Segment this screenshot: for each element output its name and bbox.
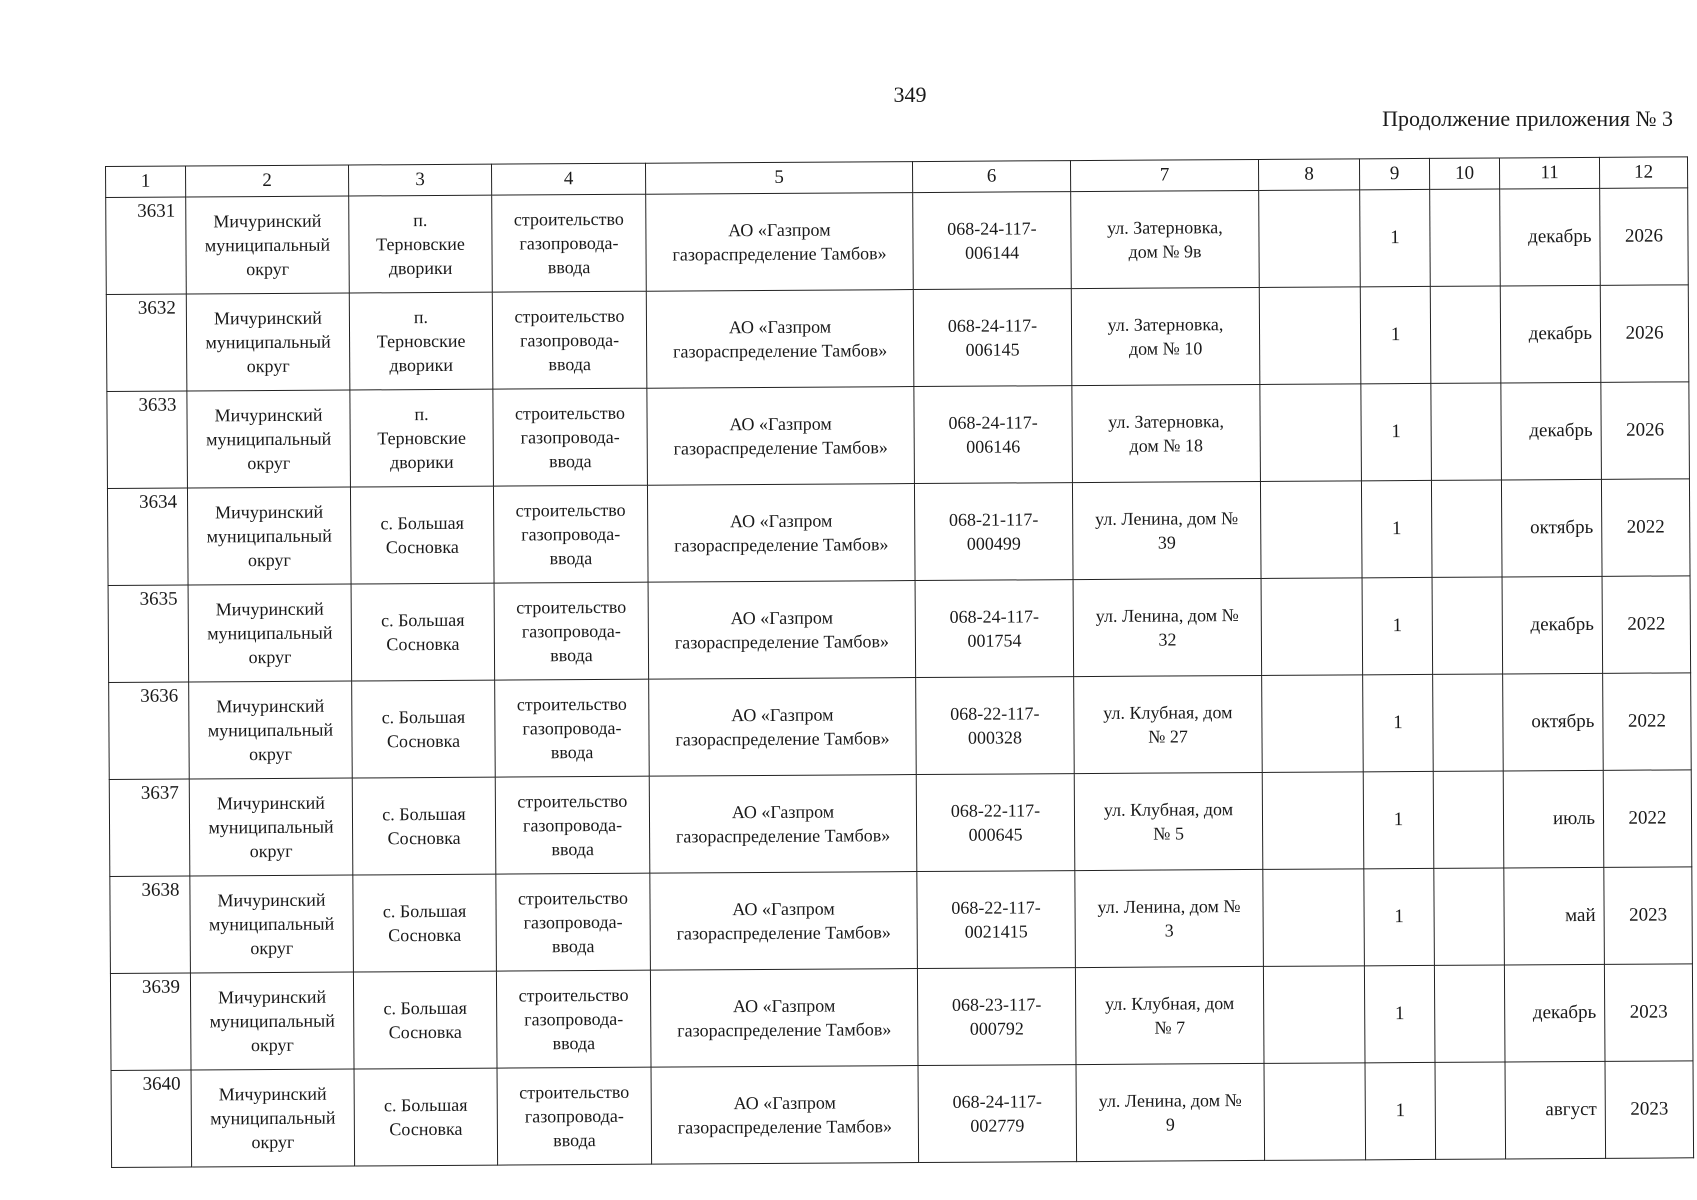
settlement-cell-line: п. (413, 210, 428, 231)
district-cell-line: округ (251, 1131, 295, 1153)
organization-cell-line: АО «Газпром (731, 704, 834, 726)
column-9-cell: 1 (1363, 771, 1434, 868)
district-cell-line: Мичуринский (217, 889, 326, 911)
object-code-cell-line: 006144 (964, 242, 1020, 263)
object-code-cell-line: 000792 (969, 1018, 1024, 1039)
table-row (107, 382, 1690, 489)
settlement-cell (353, 971, 497, 1069)
address-cell-line: ул. Ленина, дом № (1095, 605, 1239, 626)
organization-cell (650, 872, 918, 971)
organization-cell (647, 484, 915, 583)
column-header: 4 (491, 163, 645, 195)
row-number-cell: 3631 (106, 197, 187, 294)
settlement-cell-line: с. Большая (382, 900, 467, 922)
column-10-cell (1432, 577, 1503, 674)
address-cell (1076, 1063, 1265, 1161)
settlement-cell-line: Сосновка (389, 1118, 463, 1140)
district-cell-line: округ (246, 355, 290, 377)
address-cell-line: ул. Ленина, дом № (1098, 1090, 1242, 1111)
work-type-cell-line: ввода (549, 548, 593, 569)
month-cell: август (1505, 1061, 1606, 1159)
year-cell: 2022 (1603, 770, 1692, 868)
column-8-cell (1262, 772, 1364, 870)
organization-cell-line: АО «Газпром (730, 607, 834, 629)
work-type-cell-line: ввода (552, 1033, 596, 1054)
row-number-cell: 3637 (109, 779, 190, 876)
column-10-cell (1434, 965, 1505, 1062)
column-9-cell: 1 (1365, 1062, 1436, 1159)
organization-cell-line: газораспределение Тамбов» (674, 631, 890, 653)
table-row (110, 867, 1693, 974)
district-cell-line: Мичуринский (218, 986, 327, 1008)
month-cell: декабрь (1504, 964, 1605, 1062)
district-cell-line: муниципальный (209, 1010, 335, 1032)
column-9-cell: 1 (1364, 965, 1435, 1062)
work-type-cell-line: газопровода- (521, 523, 621, 545)
row-number-cell: 3634 (107, 488, 188, 585)
district-cell (191, 1069, 355, 1167)
district-cell-line: муниципальный (210, 1107, 336, 1129)
settlement-cell-line: с. Большая (381, 609, 465, 631)
district-cell-line: Мичуринский (214, 404, 323, 426)
address-cell (1074, 675, 1263, 773)
work-type-cell-line: строительство (517, 790, 628, 812)
work-type-cell-line: строительство (516, 596, 627, 618)
month-cell: декабрь (1501, 382, 1602, 480)
settlement-cell-line: Терновские (377, 427, 467, 449)
work-type-cell-line: газопровода- (524, 1105, 624, 1127)
district-cell-line: Мичуринский (213, 210, 322, 232)
settlement-cell (349, 195, 493, 293)
work-type-cell-line: строительство (514, 305, 625, 327)
month-cell: декабрь (1500, 285, 1601, 383)
settlement-cell (350, 486, 494, 584)
table-body (106, 188, 1694, 1168)
organization-cell-line: газораспределение Тамбов» (675, 728, 890, 750)
column-8-cell (1260, 384, 1362, 482)
settlement-cell-line: с. Большая (383, 1094, 468, 1116)
district-cell (190, 972, 354, 1070)
column-9-cell: 1 (1362, 577, 1433, 674)
object-code-cell (917, 871, 1076, 969)
settlement-cell-line: п. (414, 404, 429, 425)
settlement-cell (352, 777, 496, 875)
organization-cell-line: АО «Газпром (728, 316, 832, 338)
organization-cell (646, 193, 914, 292)
year-cell: 2023 (1605, 1061, 1694, 1159)
work-type-cell-line: ввода (551, 936, 595, 957)
row-number-cell: 3639 (110, 973, 191, 1070)
settlement-cell-line: с. Большая (382, 803, 466, 825)
district-cell (190, 875, 354, 973)
address-cell-line: 3 (1164, 920, 1174, 941)
column-9-cell: 1 (1361, 383, 1432, 480)
table-row (106, 285, 1689, 392)
address-cell-line: дом № 9в (1128, 241, 1202, 262)
object-code-cell-line: 0021415 (964, 921, 1028, 942)
column-8-cell (1260, 481, 1362, 579)
organization-cell-line: АО «Газпром (729, 510, 833, 532)
table-row (109, 673, 1692, 780)
column-9-cell: 1 (1360, 189, 1431, 286)
work-type-cell (495, 679, 650, 777)
district-cell (189, 778, 353, 876)
organization-cell (646, 290, 914, 389)
column-header: 6 (912, 161, 1070, 193)
work-type-cell-line: газопровода- (522, 717, 622, 739)
address-cell (1075, 869, 1264, 967)
organization-cell (649, 678, 917, 777)
address-cell-line: 39 (1157, 532, 1176, 553)
row-number-cell: 3632 (106, 294, 187, 391)
district-cell-line: Мичуринский (218, 1083, 327, 1105)
district-cell-line: Мичуринский (213, 307, 322, 329)
district-cell-line: Мичуринский (216, 792, 325, 814)
work-type-cell-line: строительство (515, 499, 626, 521)
organization-cell (650, 969, 918, 1068)
work-type-cell-line: газопровода- (523, 911, 623, 933)
organization-cell-line: газораспределение Тамбов» (672, 243, 887, 265)
work-type-cell-line: строительство (518, 984, 629, 1006)
month-cell: июль (1503, 770, 1604, 868)
organization-cell-line: газораспределение Тамбов» (677, 1019, 892, 1041)
object-code-cell-line: 068-23-117- (951, 994, 1042, 1015)
district-cell-line: округ (249, 840, 293, 862)
organization-cell (648, 581, 916, 680)
settlement-cell (352, 680, 496, 778)
address-cell-line: ул. Клубная, дом (1104, 993, 1235, 1014)
column-header: 9 (1359, 158, 1429, 189)
organization-cell-line: АО «Газпром (733, 1092, 836, 1114)
object-code-cell-line: 068-22-117- (950, 800, 1041, 821)
column-9-cell: 1 (1360, 286, 1431, 383)
settlement-cell (351, 583, 495, 681)
object-code-cell-line: 006145 (965, 339, 1020, 360)
month-cell: октябрь (1501, 479, 1602, 577)
object-code-cell-line: 000499 (966, 533, 1021, 554)
work-type-cell (493, 485, 648, 583)
address-cell-line: № 27 (1148, 726, 1188, 747)
address-cell-line: дом № 10 (1128, 338, 1203, 359)
column-10-cell (1431, 480, 1502, 577)
work-type-cell-line: ввода (551, 839, 594, 860)
year-cell: 2026 (1600, 188, 1689, 286)
settlement-cell-line: с. Большая (383, 997, 467, 1019)
work-type-cell-line: газопровода- (524, 1008, 624, 1030)
work-type-cell-line: газопровода- (522, 814, 623, 836)
settlement-cell-line: Терновские (376, 330, 466, 352)
object-code-cell-line: 068-21-117- (948, 509, 1039, 530)
organization-cell-line: АО «Газпром (729, 413, 832, 435)
object-code-cell-line: 068-24-117- (948, 412, 1038, 433)
district-cell (186, 196, 350, 294)
work-type-cell-line: строительство (519, 1081, 630, 1103)
table-row (108, 576, 1691, 683)
work-type-cell-line: строительство (514, 402, 626, 424)
organization-cell-line: газораспределение Тамбов» (676, 922, 891, 944)
object-code-cell (916, 774, 1075, 872)
work-type-cell (492, 291, 647, 389)
column-header: 10 (1429, 158, 1499, 189)
work-type-cell-line: газопровода- (519, 329, 620, 351)
district-cell (187, 487, 351, 585)
row-number-cell: 3636 (109, 682, 190, 779)
object-code-cell-line: 068-22-117- (950, 703, 1040, 724)
district-cell-line: округ (247, 452, 291, 474)
district-cell-line: Мичуринский (215, 501, 324, 523)
column-10-cell (1434, 868, 1505, 965)
work-type-cell (495, 776, 650, 874)
address-cell-line: ул. Клубная, дом (1103, 799, 1234, 820)
district-cell-line: округ (246, 258, 290, 280)
address-cell-line: ул. Затерновка, (1108, 411, 1224, 432)
column-9-cell: 1 (1363, 674, 1434, 771)
settlement-cell (354, 1068, 498, 1166)
address-cell (1072, 384, 1261, 482)
row-number-cell: 3633 (107, 391, 188, 488)
settlement-cell-line: Терновские (376, 233, 465, 255)
column-8-cell (1263, 966, 1365, 1064)
district-cell-line: округ (250, 1034, 294, 1056)
work-type-cell-line: строительство (516, 693, 627, 715)
district-cell-line: округ (248, 646, 292, 668)
object-code-cell (913, 289, 1072, 387)
settlement-cell (349, 292, 493, 390)
object-code-cell-line: 000328 (967, 727, 1023, 748)
object-code-cell (918, 1065, 1077, 1163)
work-type-cell (494, 582, 649, 680)
row-number-cell: 3638 (110, 876, 191, 973)
work-type-cell-line: ввода (548, 354, 592, 375)
object-code-cell-line: 068-22-117- (951, 897, 1041, 918)
page-number: 349 (893, 82, 927, 107)
settlement-cell (350, 389, 494, 487)
month-cell: декабрь (1502, 576, 1603, 674)
work-type-cell-line: ввода (550, 742, 594, 763)
settlement-cell-line: с. Большая (380, 512, 464, 534)
table-row (109, 770, 1692, 877)
work-type-cell (497, 1067, 652, 1165)
settlement-cell-line: Сосновка (386, 730, 461, 752)
column-header: 7 (1070, 159, 1258, 191)
column-8-cell (1262, 675, 1364, 773)
address-cell-line: ул. Ленина, дом № (1095, 508, 1239, 529)
district-cell-line: муниципальный (207, 622, 333, 644)
organization-cell-line: АО «Газпром (728, 219, 831, 241)
year-cell: 2026 (1601, 382, 1690, 480)
column-header: 5 (645, 162, 912, 195)
column-header: 3 (348, 164, 491, 196)
district-cell-line: округ (250, 937, 294, 959)
organization-cell (651, 1066, 919, 1165)
settlement-cell (353, 874, 497, 972)
column-header: 12 (1599, 157, 1687, 189)
year-cell: 2022 (1603, 673, 1692, 771)
organization-cell-line: газораспределение Тамбов» (677, 1116, 893, 1138)
district-cell-line: муниципальный (207, 719, 334, 741)
district-cell-line: муниципальный (206, 525, 332, 547)
row-number-cell: 3640 (111, 1070, 192, 1167)
district-cell (187, 390, 351, 488)
month-cell: октябрь (1503, 673, 1604, 771)
appendix-note: Продолжение приложения № 3 (1382, 106, 1673, 131)
settlement-cell-line: дворики (389, 354, 454, 376)
column-8-cell (1263, 869, 1365, 967)
column-8-cell (1259, 190, 1361, 288)
object-code-cell-line: 068-24-117- (952, 1091, 1042, 1112)
district-cell (189, 681, 353, 779)
column-10-cell (1431, 383, 1502, 480)
object-code-cell-line: 068-24-117- (947, 218, 1037, 239)
object-code-cell (915, 580, 1074, 678)
work-type-cell-line: ввода (547, 257, 591, 278)
object-code-cell-line: 068-24-117- (949, 606, 1039, 627)
district-cell-line: Мичуринский (215, 598, 324, 620)
table-row (110, 964, 1693, 1071)
column-header: 8 (1258, 159, 1359, 191)
address-cell-line: ул. Затерновка, (1106, 217, 1223, 238)
year-cell: 2022 (1602, 576, 1691, 674)
column-8-cell (1264, 1063, 1366, 1161)
district-cell (188, 584, 352, 682)
column-10-cell (1430, 286, 1501, 383)
object-code-cell-line: 000645 (968, 824, 1023, 845)
work-type-cell (496, 873, 651, 971)
column-10-cell (1433, 674, 1504, 771)
settlement-cell-line: Сосновка (387, 827, 461, 849)
district-cell-line: муниципальный (208, 816, 334, 838)
organization-cell-line: газораспределение Тамбов» (674, 534, 889, 556)
address-cell-line: 9 (1165, 1114, 1175, 1135)
work-type-cell-line: ввода (548, 451, 592, 472)
settlement-cell-line: Сосновка (386, 633, 460, 655)
year-cell: 2022 (1601, 479, 1690, 577)
address-cell-line: ул. Затерновка, (1107, 314, 1224, 335)
settlement-cell-line: дворики (389, 451, 454, 473)
column-header: 1 (106, 166, 186, 197)
address-cell (1073, 578, 1262, 676)
district-cell-line: округ (249, 743, 293, 765)
settlement-cell-line: с. Большая (381, 706, 466, 728)
object-code-cell (914, 386, 1073, 484)
address-cell (1071, 287, 1260, 385)
organization-cell-line: газораспределение Тамбов» (673, 437, 888, 459)
register-table (105, 156, 1694, 1168)
object-code-cell-line: 001754 (967, 630, 1022, 651)
column-10-cell (1430, 189, 1501, 286)
settlement-cell-line: Сосновка (388, 924, 462, 946)
column-8-cell (1261, 578, 1363, 676)
address-cell-line: № 7 (1154, 1017, 1186, 1038)
settlement-cell-line: Сосновка (388, 1021, 462, 1043)
work-type-cell-line: газопровода- (520, 426, 620, 448)
address-cell-line: дом № 18 (1129, 435, 1203, 456)
settlement-cell-line: Сосновка (385, 536, 459, 558)
column-header: 2 (186, 165, 349, 197)
month-cell: декабрь (1500, 188, 1601, 286)
settlement-cell-line: п. (413, 307, 429, 328)
work-type-cell (493, 388, 648, 486)
object-code-cell-line: 002779 (970, 1115, 1025, 1136)
year-cell: 2023 (1604, 867, 1693, 965)
organization-cell (649, 775, 917, 874)
table-row (111, 1061, 1694, 1168)
object-code-cell-line: 006146 (966, 436, 1021, 457)
table-row (106, 188, 1689, 295)
column-9-cell: 1 (1364, 868, 1435, 965)
work-type-cell-line: строительство (517, 887, 629, 909)
organization-cell-line: АО «Газпром (732, 898, 835, 920)
object-code-cell (917, 968, 1076, 1066)
work-type-cell (492, 194, 647, 292)
work-type-cell-line: газопровода- (519, 232, 619, 254)
work-type-cell (496, 970, 651, 1068)
work-type-cell-line: ввода (553, 1130, 596, 1151)
address-cell (1072, 481, 1261, 579)
column-header: 11 (1499, 157, 1599, 189)
settlement-cell-line: дворики (388, 257, 453, 279)
work-type-cell-line: строительство (513, 208, 624, 230)
address-cell-line: ул. Ленина, дом № (1097, 896, 1241, 917)
object-code-cell (914, 483, 1073, 581)
district-cell-line: муниципальный (205, 428, 332, 450)
address-cell (1074, 772, 1263, 870)
organization-cell-line: АО «Газпром (732, 995, 836, 1017)
object-code-cell-line: 068-24-117- (947, 315, 1038, 336)
district-cell (186, 293, 350, 391)
organization-cell (647, 387, 915, 486)
organization-cell-line: газораспределение Тамбов» (675, 825, 891, 847)
address-cell (1071, 190, 1260, 288)
column-10-cell (1435, 1062, 1506, 1159)
district-cell-line: Мичуринский (216, 695, 325, 717)
address-cell-line: 32 (1158, 629, 1177, 650)
column-10-cell (1433, 771, 1504, 868)
column-9-cell: 1 (1361, 480, 1432, 577)
work-type-cell-line: ввода (550, 645, 593, 666)
district-cell-line: муниципальный (204, 234, 331, 256)
organization-cell-line: АО «Газпром (731, 801, 835, 823)
district-cell-line: округ (247, 549, 291, 571)
column-8-cell (1259, 287, 1361, 385)
address-cell-line: ул. Клубная, дом (1103, 702, 1233, 723)
district-cell-line: муниципальный (205, 331, 331, 353)
year-cell: 2023 (1604, 964, 1693, 1062)
row-number-cell: 3635 (108, 585, 189, 682)
organization-cell-line: газораспределение Тамбов» (672, 340, 888, 362)
district-cell-line: муниципальный (208, 913, 335, 935)
table-row (107, 479, 1690, 586)
address-cell (1075, 966, 1264, 1064)
month-cell: май (1504, 867, 1605, 965)
work-type-cell-line: газопровода- (521, 620, 621, 642)
year-cell: 2026 (1600, 285, 1689, 383)
address-cell-line: № 5 (1153, 823, 1185, 844)
object-code-cell (913, 192, 1072, 290)
object-code-cell (916, 677, 1075, 775)
